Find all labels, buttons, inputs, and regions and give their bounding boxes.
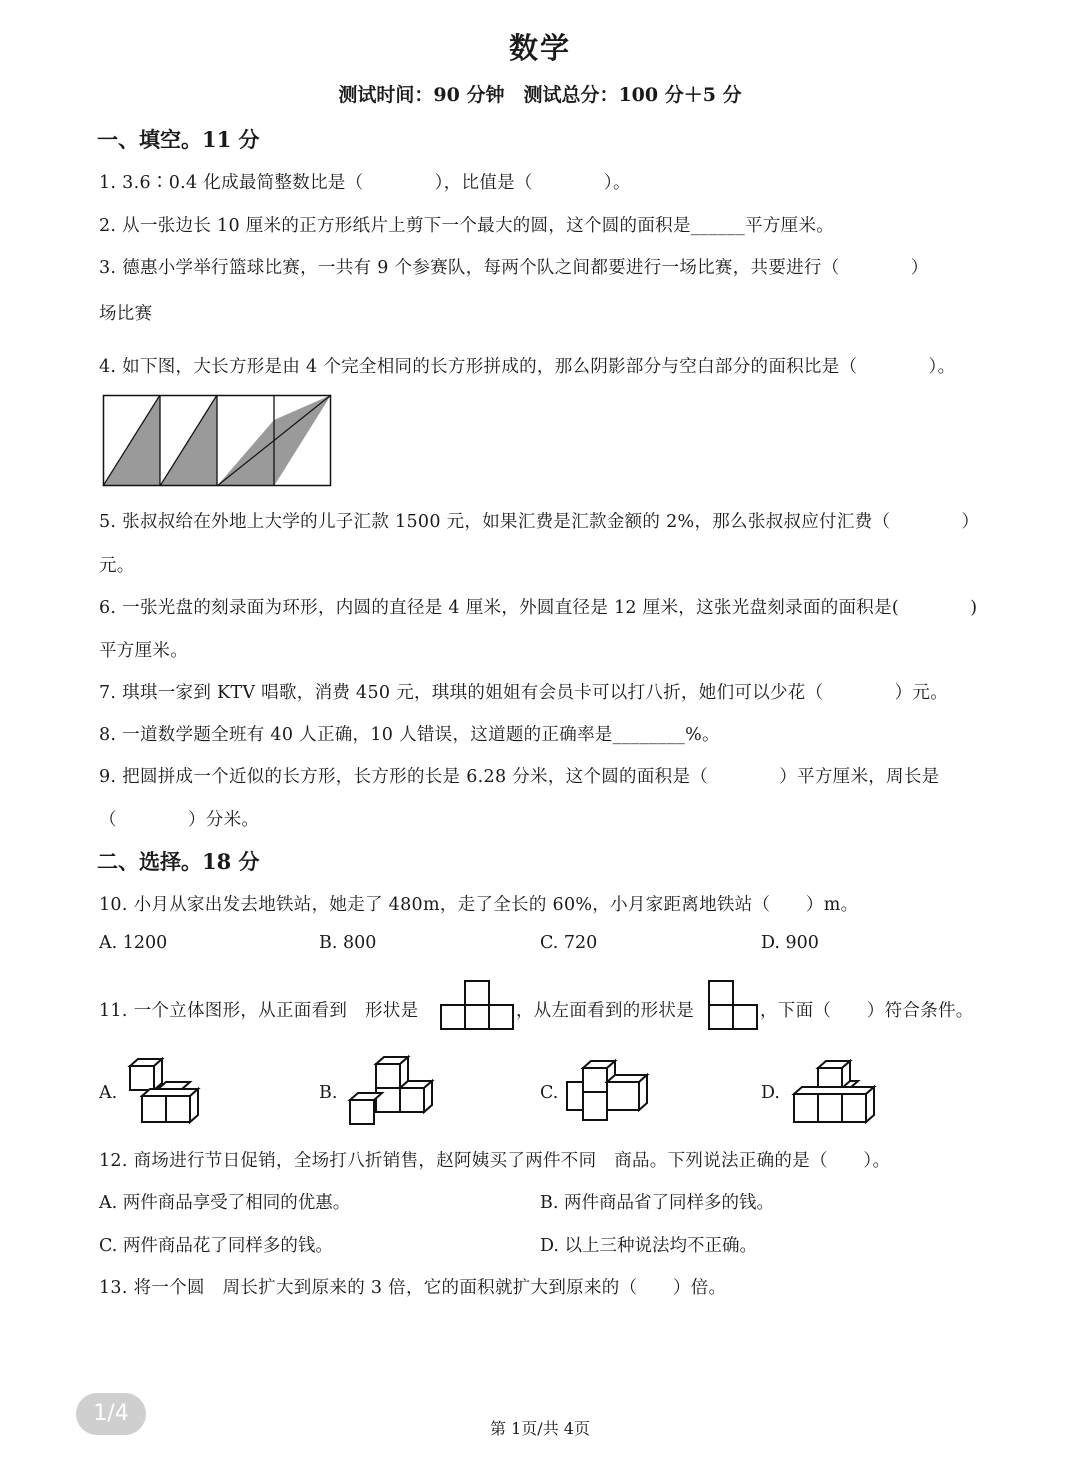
- section-fill-blank-heading: 一、填空。11 分: [97, 127, 260, 152]
- question-11-option-c-label: C.: [540, 1083, 559, 1103]
- question-12-option-d: D. 以上三种说法均不正确。: [540, 1236, 758, 1256]
- question-4: 4. 如下图，大长方形是由 4 个完全相同的长方形拼成的，那么阴影部分与空白部分的面积比是（ ）。: [99, 357, 956, 377]
- question-9-line-2: （ ）分米。: [99, 810, 260, 830]
- question-3-line-2: 场比赛: [99, 304, 153, 324]
- cube-figure-b: [346, 1054, 438, 1126]
- question-13: 13. 将一个圆 周长扩大到原来的 3 倍，它的面积就扩大到原来的（ ）倍。: [99, 1278, 727, 1298]
- section-choice-heading: 二、选择。18 分: [97, 849, 260, 874]
- question-10-option-a: A. 1200: [99, 933, 168, 953]
- left-view-figure: [708, 979, 758, 1030]
- question-6-line-2: 平方厘米。: [99, 641, 188, 661]
- question-10-option-d: D. 900: [761, 933, 819, 953]
- cube-figure-a: [126, 1056, 206, 1126]
- cube-figure-d: [792, 1058, 882, 1126]
- question-8: 8. 一道数学题全班有 40 人正确，10 人错误，这道题的正确率是________%。: [99, 725, 720, 745]
- question-11-option-d-label: D.: [761, 1083, 780, 1103]
- question-11-part-3: ，下面（ ）符合条件。: [760, 1001, 974, 1021]
- question-10: 10. 小月从家出发去地铁站，她走了 480m，走了全长的 60%，小月家距离地铁站（ ）m。: [99, 895, 859, 915]
- question-11-part-1: 11. 一个立体图形，从正面看到 形状是: [99, 1001, 419, 1021]
- question-7: 7. 琪琪一家到 KTV 唱歌，消费 450 元，琪琪的姐姐有会员卡可以打八折，她们可以少花（ ）元。: [99, 683, 948, 703]
- front-view-figure: [440, 979, 514, 1030]
- question-12-option-b: B. 两件商品省了同样多的钱。: [540, 1193, 774, 1213]
- question-1: 1. 3.6∶0.4 化成最简整数比是（ ），比值是（ ）。: [99, 173, 631, 193]
- page-footer: 第 1页/共 4页: [490, 1419, 590, 1438]
- exam-info: 测试时间：90 分钟 测试总分：100 分＋5 分: [338, 84, 742, 106]
- question-10-option-b: B. 800: [319, 933, 377, 953]
- question-6-line-1: 6. 一张光盘的刻录面为环形，内圆的直径是 4 厘米，外圆直径是 12 厘米，这张光盘刻录面的面积是( ): [99, 598, 978, 618]
- question-12-option-c: C. 两件商品花了同样多的钱。: [99, 1236, 333, 1256]
- question-12: 12. 商场进行节日促销，全场打八折销售，赵阿姨买了两件不同 商品。下列说法正确的是（ ）。: [99, 1151, 891, 1171]
- question-5-line-1: 5. 张叔叔给在外地上大学的儿子汇款 1500 元，如果汇费是汇款金额的 2%，那么张叔叔应付汇费（ ）: [99, 512, 980, 532]
- question-2: 2. 从一张边长 10 厘米的正方形纸片上剪下一个最大的圆，这个圆的面积是______平方厘米。: [99, 216, 835, 236]
- page-indicator[interactable]: 1/4: [76, 1393, 146, 1435]
- question-11-option-a-label: A.: [99, 1083, 118, 1103]
- cube-figure-c: [565, 1058, 655, 1124]
- question-9-line-1: 9. 把圆拼成一个近似的长方形，长方形的长是 6.28 分米，这个圆的面积是（ ）平方厘米，周长是: [99, 767, 940, 787]
- question-12-option-a: A. 两件商品享受了相同的优惠。: [99, 1193, 351, 1213]
- question-3-line-1: 3. 德惠小学举行篮球比赛，一共有 9 个参赛队，每两个队之间都要进行一场比赛，共要进行（ ）: [99, 258, 929, 278]
- question-11-option-b-label: B.: [319, 1083, 338, 1103]
- question-11-part-2: ，从左面看到的形状是: [516, 1001, 694, 1021]
- question-5-line-2: 元。: [99, 556, 135, 576]
- question-10-option-c: C. 720: [540, 933, 598, 953]
- page-title: 数学: [508, 31, 571, 65]
- rectangle-shading-figure: [103, 395, 331, 486]
